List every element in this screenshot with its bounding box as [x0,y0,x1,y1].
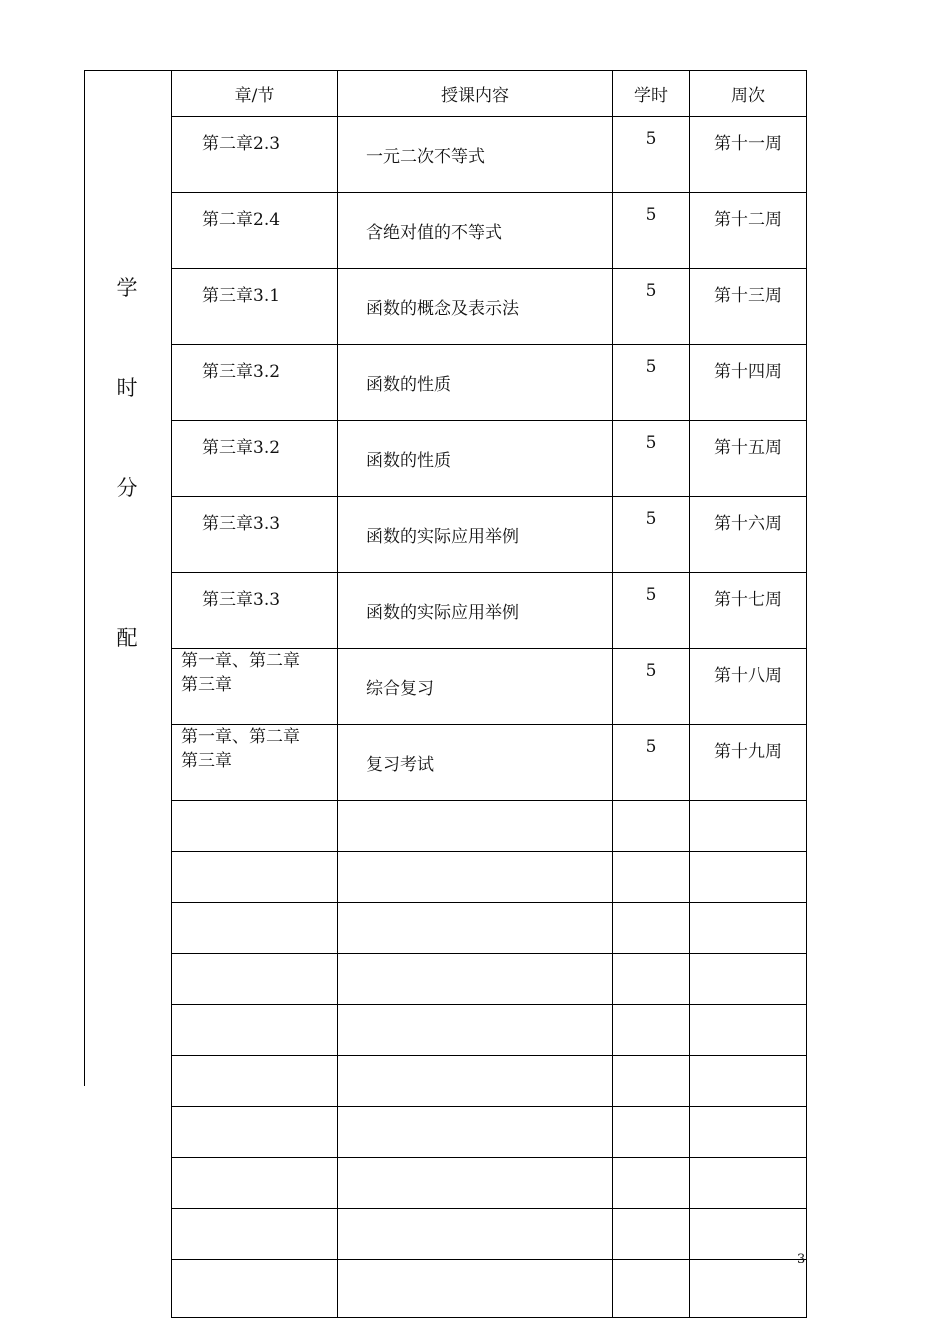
empty-cell [690,1005,807,1056]
empty-cell [172,801,338,852]
empty-row [172,1056,807,1107]
content-cell: 函数的性质 [338,421,613,497]
empty-cell [690,1158,807,1209]
week-cell: 第十一周 [690,117,807,193]
week-cell: 第十八周 [690,649,807,725]
table-row [172,725,807,801]
content-cell: 综合复习 [338,649,613,725]
header-row [172,71,807,117]
week-cell: 第十五周 [690,421,807,497]
week-cell: 第十四周 [690,345,807,421]
week-cell: 第十三周 [690,269,807,345]
week-cell: 第十七周 [690,573,807,649]
empty-cell [172,1260,338,1318]
side-label-char-4: 配 [116,626,138,650]
empty-row [172,852,807,903]
table-row [172,117,807,193]
chapter-line-1: 第一章、第二章 [181,651,300,671]
hours-cell: 5 [613,649,690,725]
empty-cell [613,903,690,954]
hours-cell: 5 [613,497,690,573]
content-cell: 复习考试 [338,725,613,801]
empty-row [172,1158,807,1209]
side-label-char-3: 分 [116,476,138,500]
top-border-line [84,70,172,71]
table-row [172,345,807,421]
header-hours: 学时 [613,71,690,117]
content-cell: 函数的概念及表示法 [338,269,613,345]
chapter-cell: 第三章3.3 [172,573,338,649]
empty-cell [338,954,613,1005]
empty-row [172,1107,807,1158]
header-chapter: 章/节 [172,71,338,117]
empty-cell [338,1056,613,1107]
table-row [172,269,807,345]
content-cell: 一元二次不等式 [338,117,613,193]
empty-cell [613,1107,690,1158]
empty-cell [172,852,338,903]
empty-cell [338,1158,613,1209]
empty-cell [338,1005,613,1056]
empty-cell [338,801,613,852]
empty-cell [613,1260,690,1318]
empty-cell [613,954,690,1005]
empty-row [172,1209,807,1260]
table-row [172,497,807,573]
schedule-table [171,70,807,1318]
empty-cell [172,954,338,1005]
content-cell: 含绝对值的不等式 [338,193,613,269]
hours-cell: 5 [613,725,690,801]
empty-row [172,1260,807,1318]
empty-cell [690,954,807,1005]
chapter-cell: 第三章3.3 [172,497,338,573]
table-row [172,573,807,649]
empty-cell [172,903,338,954]
empty-cell [613,1209,690,1260]
chapter-cell: 第三章3.1 [172,269,338,345]
hours-cell: 5 [613,117,690,193]
empty-cell [338,903,613,954]
hours-cell: 5 [613,193,690,269]
chapter-cell [172,725,338,801]
week-cell: 第十六周 [690,497,807,573]
left-border-line [84,70,85,1086]
empty-row [172,1005,807,1056]
table-row [172,193,807,269]
empty-cell [338,852,613,903]
hours-cell: 5 [613,421,690,497]
page-number: 3 [797,1252,806,1267]
empty-cell [172,1005,338,1056]
empty-cell [613,801,690,852]
empty-row [172,954,807,1005]
chapter-cell: 第三章3.2 [172,345,338,421]
empty-cell [172,1158,338,1209]
empty-cell [613,1005,690,1056]
empty-cell [338,1209,613,1260]
chapter-line-2: 第三章 [181,751,232,771]
side-label-char-2: 时 [116,376,138,400]
header-content: 授课内容 [338,71,613,117]
empty-cell [613,852,690,903]
side-label-char-1: 学 [116,276,138,300]
header-week: 周次 [690,71,807,117]
empty-cell [690,1260,807,1318]
chapter-cell: 第二章2.3 [172,117,338,193]
content-cell: 函数的性质 [338,345,613,421]
chapter-cell: 第二章2.4 [172,193,338,269]
empty-cell [690,1209,807,1260]
empty-cell [690,1056,807,1107]
table-row [172,649,807,725]
empty-cell [613,1158,690,1209]
empty-cell [338,1107,613,1158]
content-cell: 函数的实际应用举例 [338,573,613,649]
empty-cell [338,1260,613,1318]
empty-cell [613,1056,690,1107]
empty-cell [172,1209,338,1260]
empty-row [172,801,807,852]
empty-cell [172,1056,338,1107]
table-row [172,421,807,497]
empty-cell [690,852,807,903]
empty-cell [172,1107,338,1158]
week-cell: 第十二周 [690,193,807,269]
hours-cell: 5 [613,573,690,649]
week-cell: 第十九周 [690,725,807,801]
chapter-cell [172,649,338,725]
empty-row [172,903,807,954]
hours-cell: 5 [613,345,690,421]
content-cell: 函数的实际应用举例 [338,497,613,573]
chapter-line-2: 第三章 [181,675,232,695]
empty-cell [690,1107,807,1158]
chapter-line-1: 第一章、第二章 [181,727,300,747]
chapter-cell: 第三章3.2 [172,421,338,497]
empty-cell [690,903,807,954]
hours-cell: 5 [613,269,690,345]
empty-cell [690,801,807,852]
